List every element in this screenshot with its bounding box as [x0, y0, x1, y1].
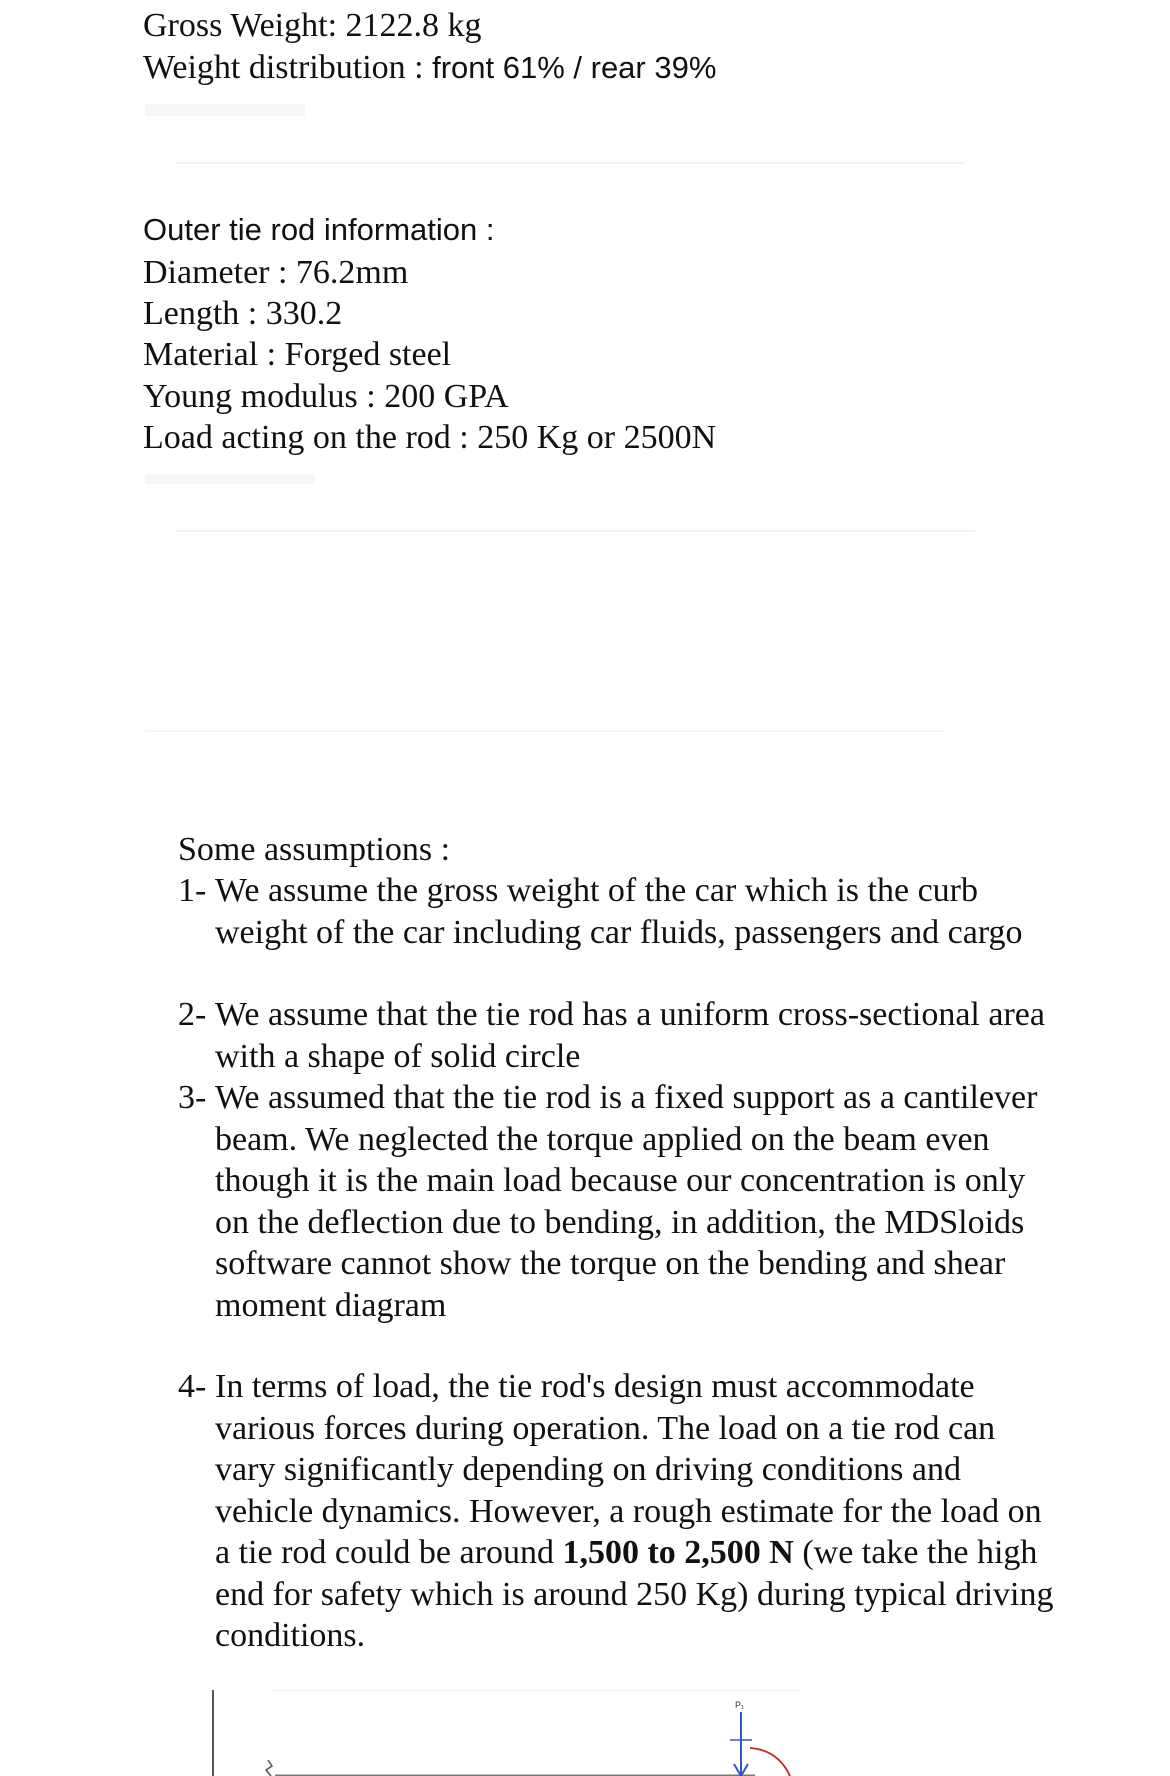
tie-rod-material: Material : Forged steel [143, 336, 452, 373]
assumption-3-text: We assumed that the tie rod is a fixed support as a cantilever beam. We neglected the torque applied on the beam even though it is the main load because our concentration is only on the deflection due to bending, in addition, the MDSloids software cannot show the torque on the bending and shear moment diagram [215, 1079, 1038, 1324]
assumption-1-text: We assume the gross weight of the car which is the curb weight of the car including car fluids, passengers and cargo [215, 872, 1023, 951]
moment-arc [750, 1748, 790, 1776]
force-label: P₁ [735, 1700, 745, 1710]
assumption-4-text-end: (we take the high end for safety which is around 250 Kg) during typical driving conditions. [215, 1534, 1054, 1654]
weight-distribution-line [143, 48, 716, 88]
assumption-2-number: 2- [178, 996, 207, 1033]
faded-table-line [175, 530, 975, 532]
assumptions-heading: Some assumptions : [178, 831, 451, 868]
assumption-4-text [215, 1366, 1055, 1657]
tie-rod-load: Load acting on the rod : 250 Kg or 2500N [143, 419, 717, 456]
assumption-4-number: 4- [178, 1368, 207, 1405]
assumption-4-text-start: In terms of load, the tie rod's design must accommodate various forces during operation. The load on a tie rod can vary significantly depending on driving conditions and vehicle dynamics. However, a rough estimate for the load on a tie rod could be around [215, 1368, 1042, 1571]
cantilever-beam-diagram [150, 1690, 800, 1776]
assumption-2-text: We assume that the tie rod has a uniform cross-sectional area with a shape of solid circle [215, 996, 1045, 1075]
gross-weight-label: Gross Weight: [143, 7, 338, 44]
tie-rod-young-modulus: Young modulus : 200 GPA [143, 378, 509, 415]
support-hatch-icon [266, 1760, 272, 1776]
tie-rod-length: Length : 330.2 [143, 295, 343, 332]
assumption-1-number: 1- [178, 872, 207, 909]
faded-text-remnant [145, 474, 315, 484]
gross-weight-line [143, 6, 482, 46]
tie-rod-heading: Outer tie rod information : [143, 212, 495, 247]
faded-text-remnant [145, 104, 305, 116]
gross-weight-value: 2122.8 kg [345, 7, 482, 44]
weight-distribution-value: front 61% / rear 39% [432, 50, 717, 85]
assumption-4-load-range: 1,500 to 2,500 N [562, 1534, 794, 1571]
faded-table-line [175, 162, 965, 164]
tie-rod-diameter: Diameter : 76.2mm [143, 254, 409, 291]
weight-distribution-label: Weight distribution : [143, 49, 424, 86]
faded-table-line [145, 730, 945, 732]
assumption-3-number: 3- [178, 1079, 207, 1116]
